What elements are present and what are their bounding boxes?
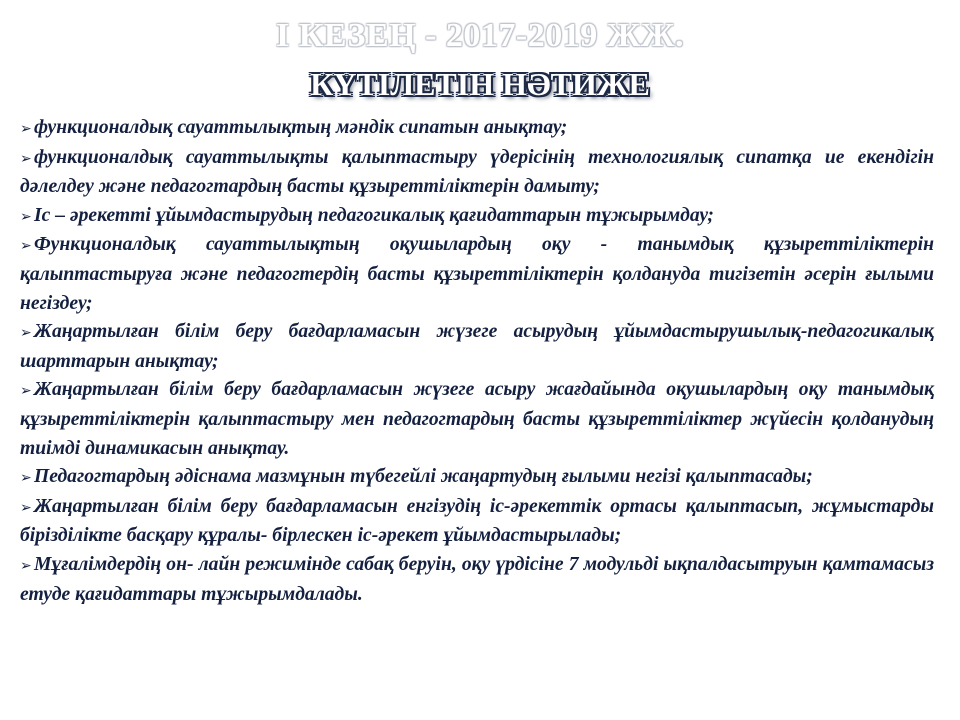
slide-title: І КЕЗЕҢ - 2017-2019 ЖЖ.: [276, 17, 684, 54]
list-item: [20, 376, 934, 463]
list-item: [20, 114, 934, 144]
list-item: [20, 551, 934, 609]
list-item-text: Жаңартылған білім беру бағдарламасын жүзеге асыру жағдайында оқушылардың оқу танымдық құзыреттіліктерін қалыптастыру мен педагогтардың басты құзыреттіліктер жүйесін қолданудың тиімді динамикасын анықтау.: [20, 379, 934, 459]
list-item: [20, 318, 934, 376]
arrowhead-right-icon: ➢: [20, 150, 32, 167]
arrowhead-right-icon: ➢: [20, 383, 32, 400]
arrowhead-right-icon: ➢: [20, 470, 32, 487]
list-item: [20, 144, 934, 202]
arrowhead-right-icon: ➢: [20, 499, 32, 516]
arrowhead-right-icon: ➢: [20, 121, 32, 137]
list-item: [20, 493, 934, 551]
slide-subtitle: КҮТІЛЕТІН НӘТИЖЕ: [310, 66, 650, 102]
list-item: [20, 231, 934, 318]
list-item: [20, 463, 934, 493]
arrowhead-right-icon: ➢: [20, 208, 32, 225]
list-item-text: функционалдық сауаттылықты қалыптастыру үдерісінің технологиялық сипатқа ие екендігін дәлелдеу және педагогтардың басты құзыреттіліктерін дамыту;: [20, 146, 934, 198]
arrowhead-right-icon: ➢: [20, 238, 32, 255]
list-item-text: функционалдық сауаттылықтың мәндік сипатын анықтау;: [34, 117, 568, 138]
list-item: [20, 202, 934, 232]
list-item-text: Мұғалімдердің он- лайн режимінде сабақ беруін, оқу үрдісіне 7 модульді ықпалдасытруын қамтамасыз етуде қағидаттары тұжырымдалады.: [20, 553, 934, 605]
list-item-text: Функционалдық сауаттылықтың оқушылардың оқу - танымдық құзыреттіліктерін қалыптастыруға және педагогтердің басты құзыреттіліктерін қолдануда тигізетін әсерін ғылыми негіздеу;: [20, 234, 934, 314]
results-list: [20, 114, 934, 609]
list-item-text: Педагогтардың әдіснама мазмұнын түбегейлі жаңартудың ғылыми негізі қалыптасады;: [34, 466, 813, 488]
arrowhead-right-icon: ➢: [20, 557, 32, 574]
list-item-text: Жаңартылған білім беру бағдарламасын енгізудің іс-әрекеттік ортасы қалыптасып, жұмыстарды бірізділікте басқару құралы- бірлескен іс-әрекет ұйымдастырылады;: [20, 495, 934, 547]
list-item-text: Іс – әрекетті ұйымдастырудың педагогикалық қағидаттарын тұжырымдау;: [34, 204, 714, 226]
arrowhead-right-icon: ➢: [20, 325, 32, 342]
list-item-text: Жаңартылған білім беру бағдарламасын жүзеге асырудың ұйымдастырушылық-педагогикалық шарттарын анықтау;: [20, 321, 934, 372]
